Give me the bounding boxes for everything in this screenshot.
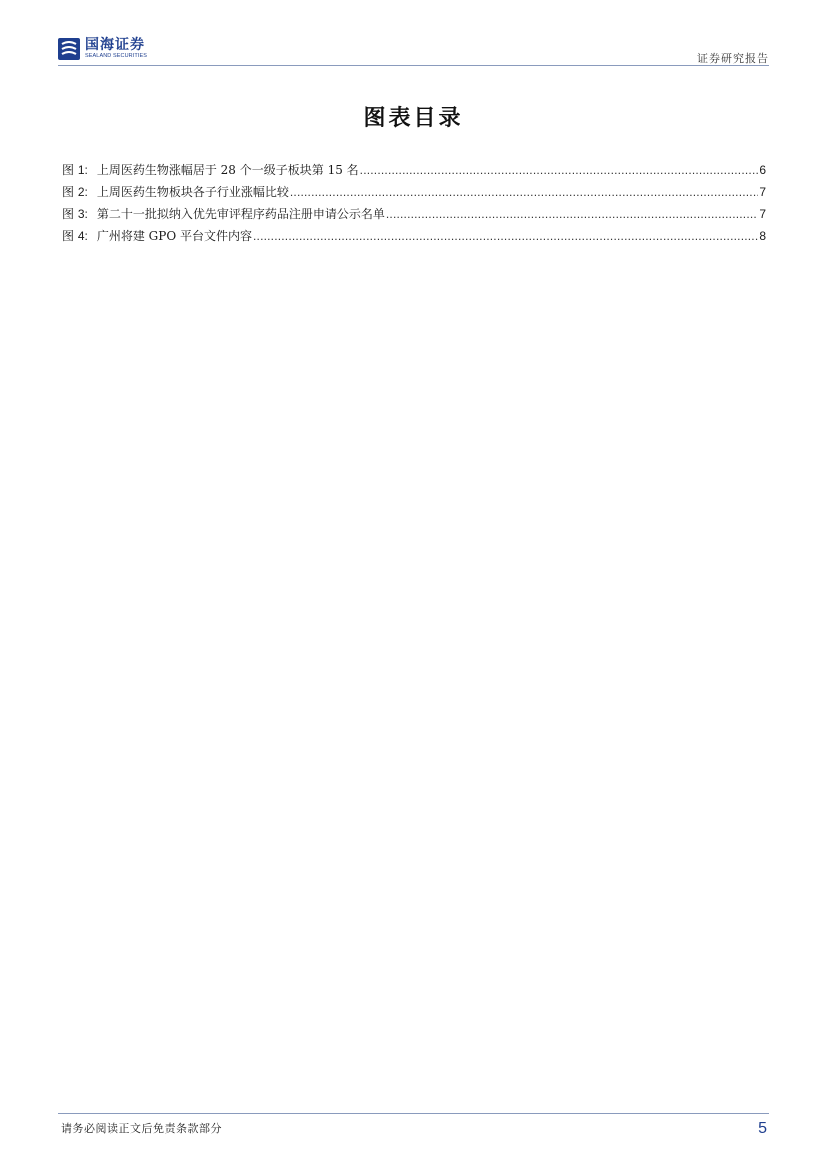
toc-leader-dots — [253, 225, 758, 247]
toc-list — [62, 159, 766, 247]
logo-chinese-name: 国海证券 — [85, 37, 145, 53]
toc-entry-page: 8 — [759, 229, 766, 243]
toc-entry[interactable] — [62, 225, 766, 247]
page-header — [58, 38, 769, 64]
report-type-label: 证券研究报告 — [697, 52, 769, 65]
toc-entry-label: 图 4: — [62, 229, 88, 243]
toc-entry-text: 广州将建 GPO 平台文件内容 — [96, 229, 252, 243]
toc-leader-dots — [360, 159, 759, 181]
toc-leader-dots — [386, 203, 758, 225]
toc-entry-page: 7 — [759, 207, 766, 221]
header-divider — [58, 65, 769, 66]
page-number: 5 — [758, 1120, 767, 1137]
toc-title: 图表目录 — [363, 105, 464, 131]
sealand-logo-icon — [58, 38, 80, 60]
toc-entry-page: 6 — [759, 163, 766, 177]
toc-entry-text: 第二十一批拟纳入优先审评程序药品注册申请公示名单 — [96, 207, 385, 221]
toc-entry-label: 图 1: — [62, 163, 88, 177]
toc-entry[interactable] — [62, 203, 766, 225]
toc-entry-text: 上周医药生物涨幅居于 28 个一级子板块第 15 名 — [96, 163, 359, 177]
toc-entry[interactable] — [62, 159, 766, 181]
toc-entry-text: 上周医药生物板块各子行业涨幅比较 — [96, 185, 289, 199]
toc-entry-label: 图 3: — [62, 207, 88, 221]
toc-entry-label: 图 2: — [62, 185, 88, 199]
company-logo — [58, 38, 168, 64]
toc-entry[interactable] — [62, 181, 766, 203]
toc-entry-page: 7 — [759, 185, 766, 199]
logo-english-name: SEALAND SECURITIES — [85, 53, 148, 59]
footer-divider — [58, 1113, 769, 1114]
footer-disclaimer: 请务必阅读正文后免责条款部分 — [61, 1122, 222, 1135]
toc-leader-dots — [290, 181, 758, 203]
